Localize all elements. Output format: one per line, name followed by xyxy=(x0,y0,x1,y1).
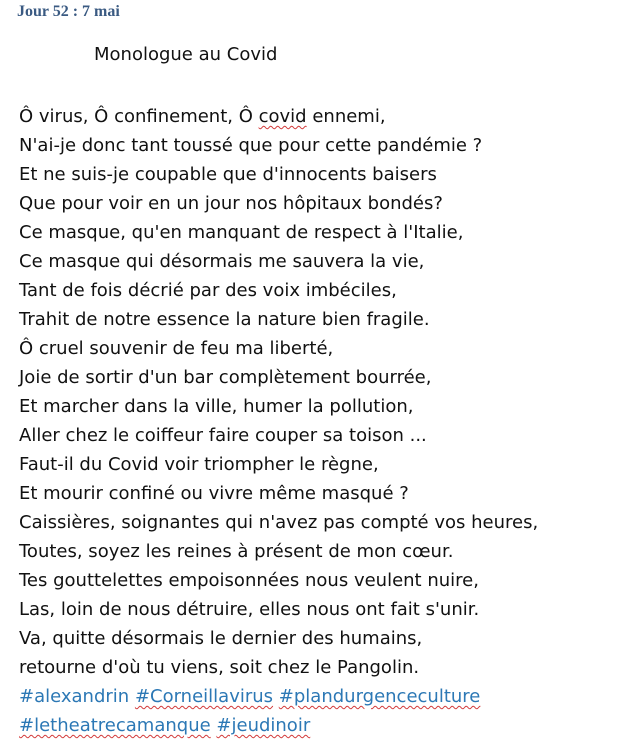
verse-line-19: Va, quitte désormais le dernier des humains, xyxy=(19,628,423,649)
day-heading: Jour 52 : 7 mai xyxy=(17,3,120,20)
hashtag-jeudinoir[interactable]: #jeudinoir xyxy=(216,715,311,736)
hashtag-letheatrecamanque[interactable]: #letheatrecamanque xyxy=(19,715,211,736)
verse-line-16: Toutes, soyez les reines à présent de mon cœur. xyxy=(19,541,454,562)
verse-line-15: Caissières, soignantes qui n'avez pas compté vos heures, xyxy=(19,512,539,533)
hashtag-line-1 xyxy=(19,682,480,711)
hashtag-block xyxy=(19,682,480,740)
verse-line-2: N'ai-je donc tant toussé que pour cette pandémie ? xyxy=(19,135,483,156)
verse-line-7: Tant de fois décrié par des voix imbéciles, xyxy=(19,280,397,301)
verse-line-9: Ô cruel souvenir de feu ma liberté, xyxy=(19,338,334,359)
verse-line-11: Et marcher dans la ville, humer la pollution, xyxy=(19,396,414,417)
verse-line-4: Que pour voir en un jour nos hôpitaux bondés? xyxy=(19,193,443,214)
verse-line-20: retourne d'où tu viens, soit chez le Pangolin. xyxy=(19,657,420,678)
hashtag-alexandrin[interactable]: #alexandrin xyxy=(19,686,130,707)
verse-line-17: Tes gouttelettes empoisonnées nous veulent nuire, xyxy=(19,570,479,591)
verse-1-after: ennemi, xyxy=(306,106,386,127)
verse-line-6: Ce masque qui désormais me sauvera la vie, xyxy=(19,251,425,272)
verse-line-13: Faut-il du Covid voir triompher le règne, xyxy=(19,454,379,475)
verse-line-12: Aller chez le coiffeur faire couper sa toison ... xyxy=(19,425,427,446)
verse-1-misspelled-word: covid xyxy=(258,106,307,127)
verse-1-before: Ô virus, Ô confinement, Ô xyxy=(19,106,259,127)
verse-line-14: Et mourir confiné ou vivre même masqué ? xyxy=(19,483,409,504)
verse-line-3: Et ne suis-je coupable que d'innocents baisers xyxy=(19,164,437,185)
poem-title: Monologue au Covid xyxy=(94,44,278,65)
hashtag-plandurgenceculture[interactable]: #plandurgenceculture xyxy=(278,686,481,707)
hashtag-corneillavirus[interactable]: #Corneillavirus xyxy=(134,686,274,707)
hashtag-line-2 xyxy=(19,711,480,740)
verse-line-1 xyxy=(19,102,538,131)
verse-line-18: Las, loin de nous détruire, elles nous ont fait s'unir. xyxy=(19,599,480,620)
poem-verses xyxy=(19,102,538,682)
verse-line-8: Trahit de notre essence la nature bien fragile. xyxy=(19,309,430,330)
verse-line-5: Ce masque, qu'en manquant de respect à l'Italie, xyxy=(19,222,464,243)
verse-line-10: Joie de sortir d'un bar complètement bourrée, xyxy=(19,367,432,388)
